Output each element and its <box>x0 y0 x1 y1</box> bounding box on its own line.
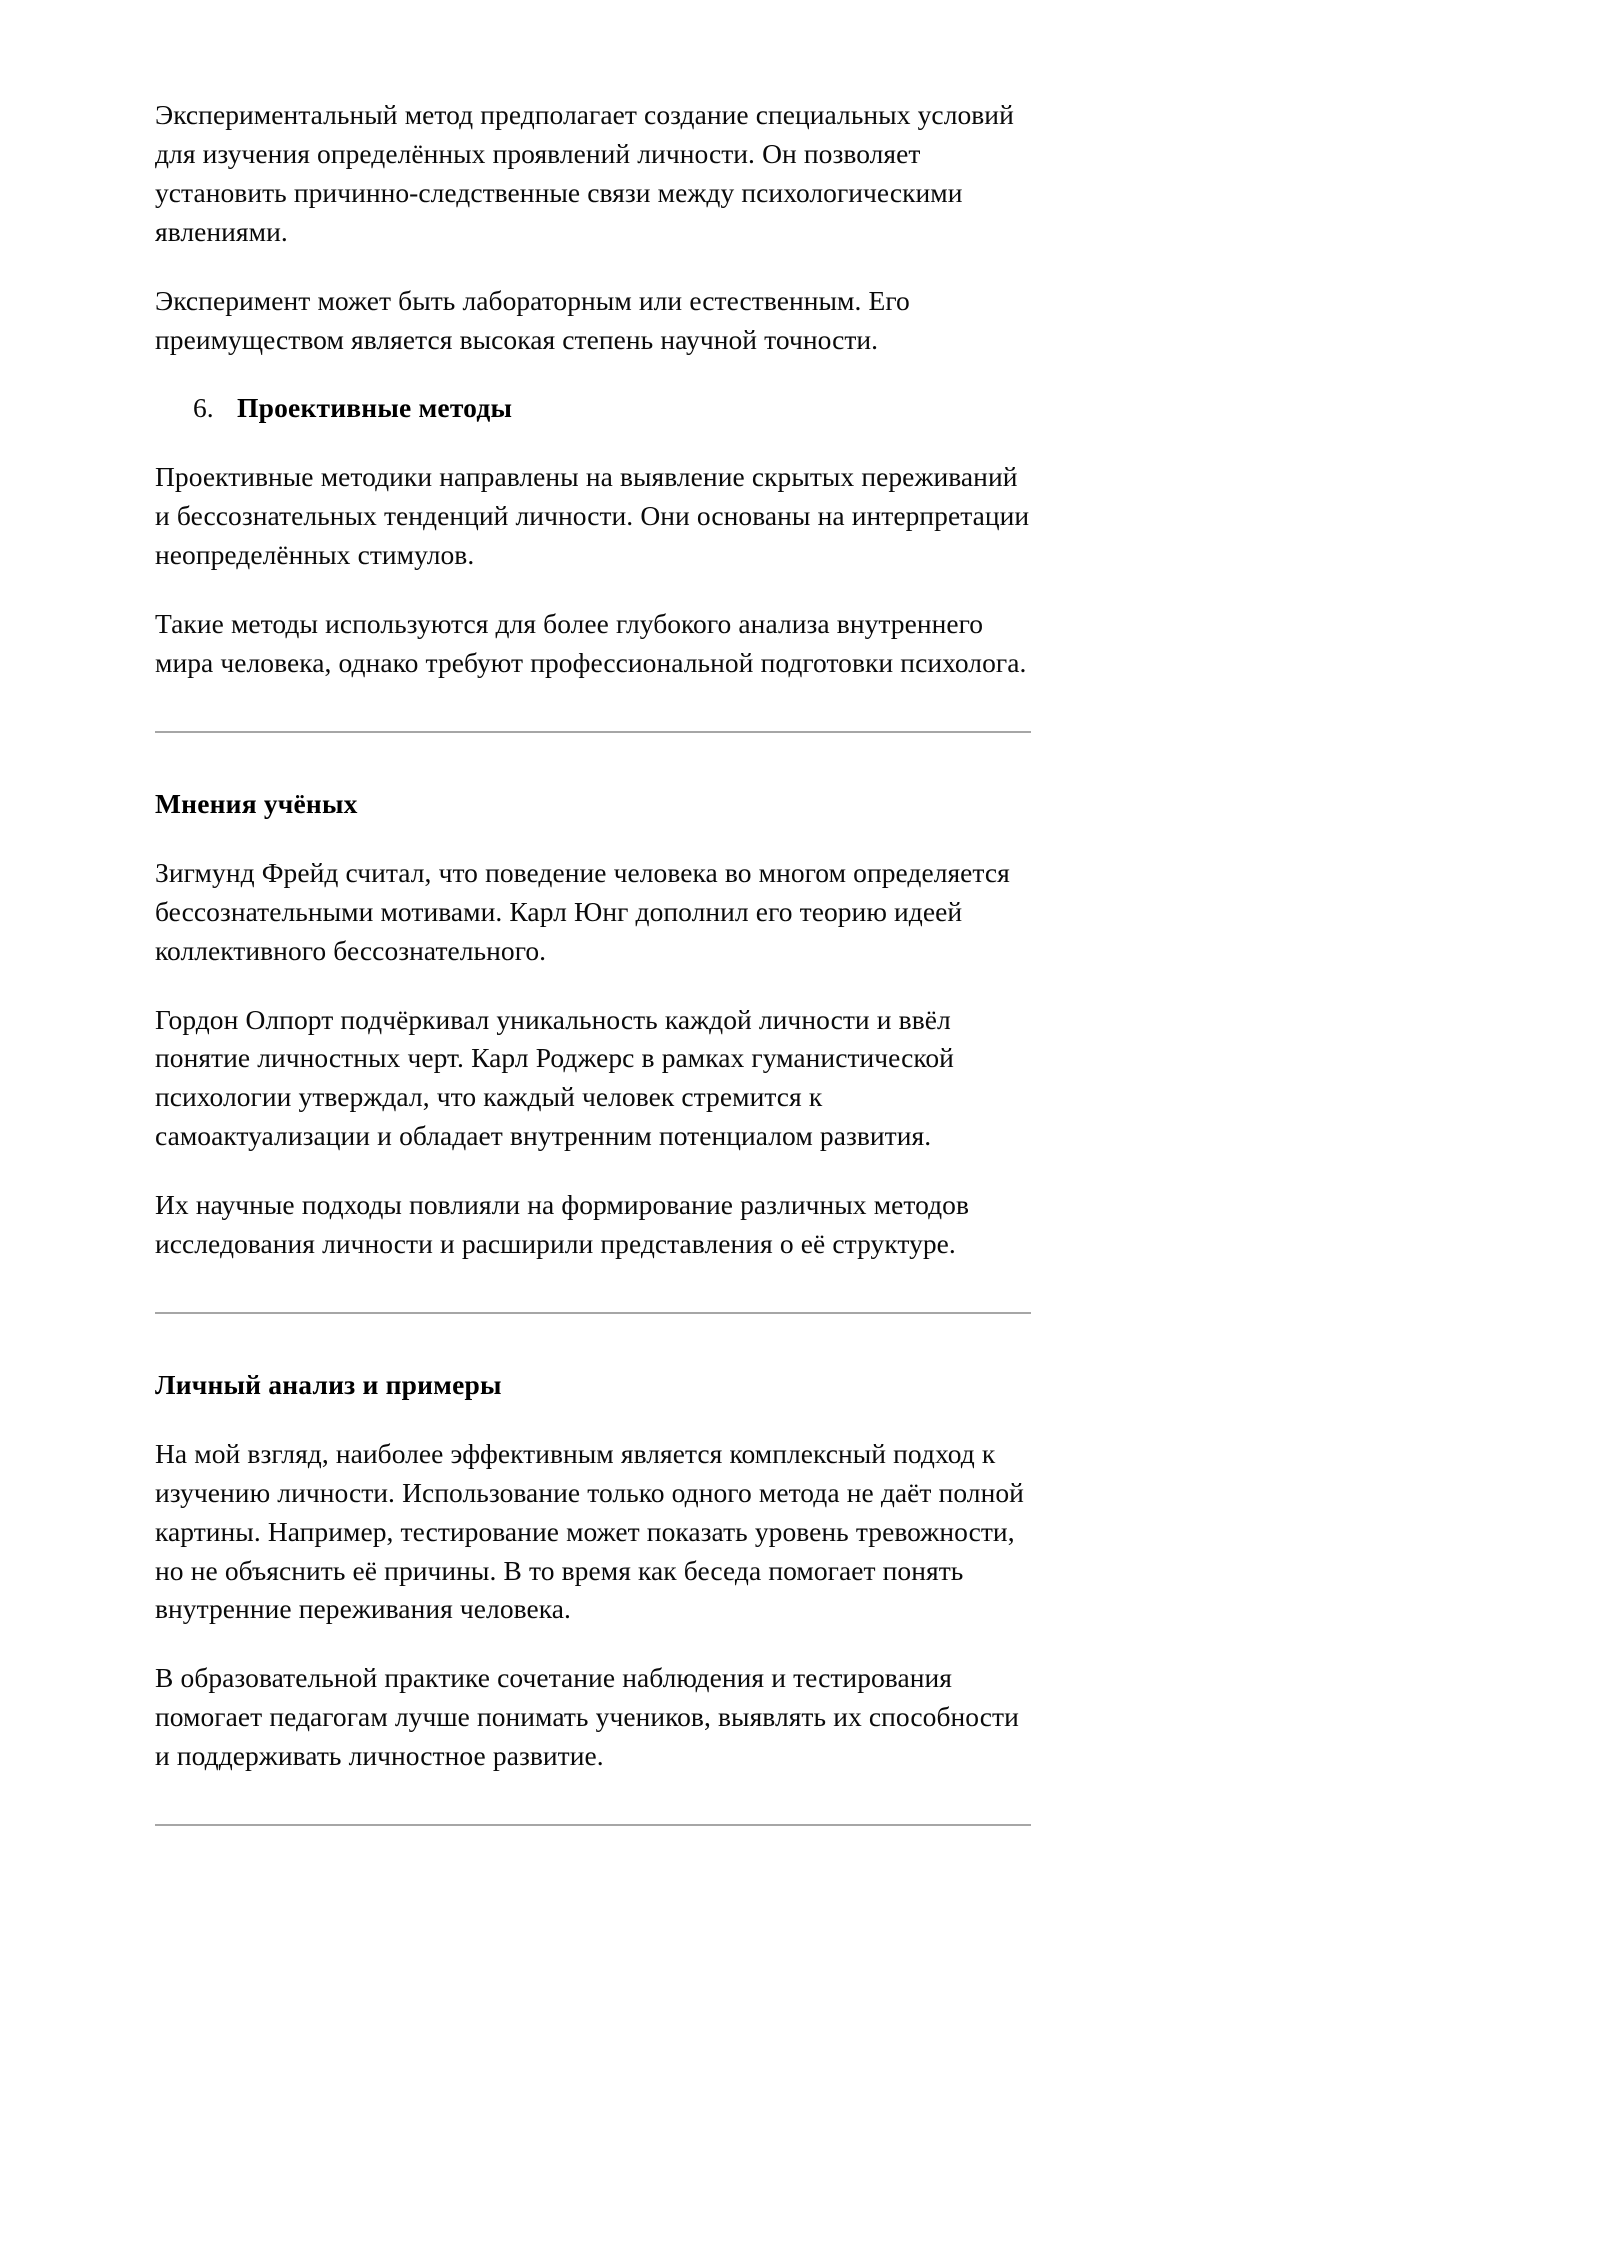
section-divider-3 <box>155 1824 1031 1826</box>
spacer-after-divider-1 <box>155 733 1031 785</box>
paragraph-projective-usage: Такие методы используются для более глубокого анализа внутреннего мира человека, однако требуют профессиональной подготовки психолога. <box>155 608 1027 678</box>
document-body <box>155 96 1031 1826</box>
spacer-before-divider-1 <box>155 713 1031 731</box>
spacer-before-divider-3 <box>155 1806 1031 1824</box>
paragraph-education-practice: В образовательной практике сочетание наблюдения и тестирования помогает педагогам лучше понимать учеников, выявлять их способности и поддерживать личностное развитие. <box>155 1662 1019 1772</box>
list-number: 6. <box>193 392 214 424</box>
spacer-after-divider-2 <box>155 1314 1031 1366</box>
heading-personal-analysis: Личный анализ и примеры <box>155 1368 502 1400</box>
heading-scientists-opinions: Мнения учёных <box>155 787 358 819</box>
spacer-before-divider-2 <box>155 1294 1031 1312</box>
paragraph-allport-rogers: Гордон Олпорт подчёркивал уникальность каждой личности и ввёл понятие личностных черт. Карл Роджерс в рамках гуманистической психологии утверждал, что каждый человек стремится к самоактуализации и обладает внутренним потенциалом развития. <box>155 1003 954 1152</box>
paragraph-experiment-types: Эксперимент может быть лабораторным или естественным. Его преимуществом является высокая степень научной точности. <box>155 284 910 355</box>
numbered-heading-projective-methods <box>155 389 1031 428</box>
paragraph-experimental-method: Экспериментальный метод предполагает создание специальных условий для изучения определённых проявлений личности. Он позволяет установить причинно-следственные связи между психологическими явлениями. <box>155 99 1014 247</box>
paragraph-projective-aim: Проективные методики направлены на выявление скрытых переживаний и бессознательных тенденций личности. Они основаны на интерпретации неопределённых стимулов. <box>155 461 1030 571</box>
paragraph-freud-jung: Зигмунд Фрейд считал, что поведение человека во многом определяется бессознательными мотивами. Карл Юнг дополнил его теорию идеей коллективного бессознательного. <box>155 856 1010 966</box>
paragraph-approaches-influence: Их научные подходы повлияли на формирование различных методов исследования личности и расширили представления о её структуре. <box>155 1189 969 1260</box>
numbered-heading-label: Проективные методы <box>237 392 513 424</box>
paragraph-personal-opinion: На мой взгляд, наиболее эффективным является комплексный подход к изучению личности. Использование только одного метода не даёт полной картины. Например, тестирование может показать уровень тревожности, но не объяснить её причины. В то время как беседа помогает понять внутренние переживания человека. <box>155 1437 1024 1625</box>
